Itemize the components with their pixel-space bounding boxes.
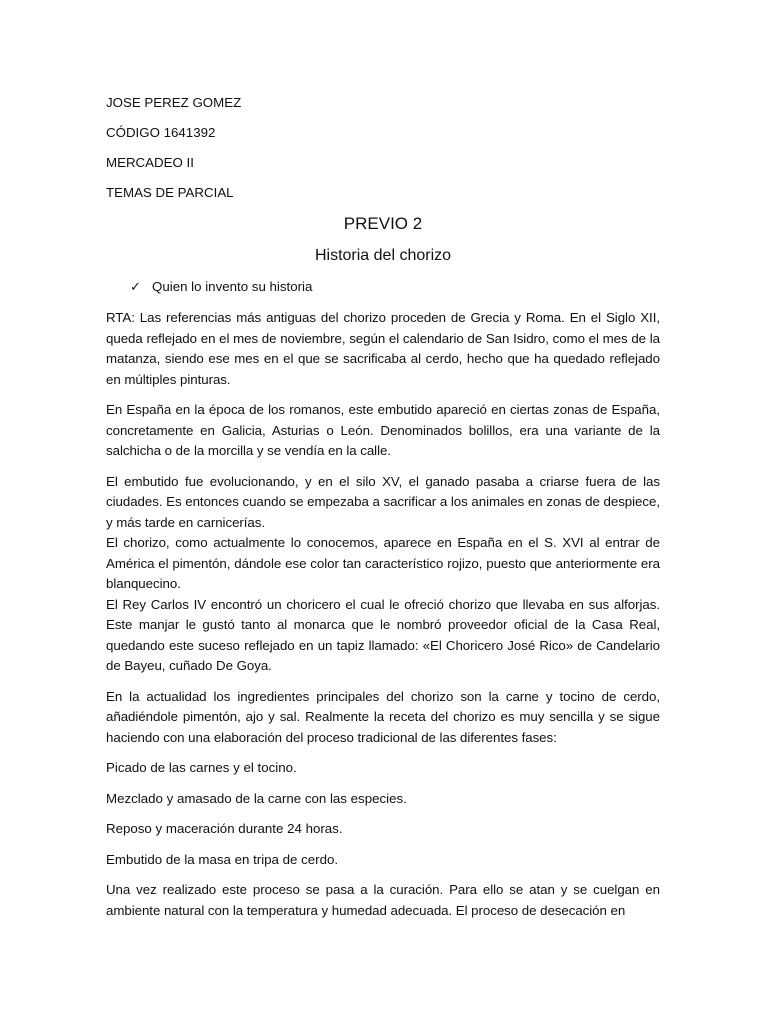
checklist-item (130, 277, 660, 298)
step-mincing: Picado de las carnes y el tocino. (106, 760, 297, 775)
step-resting: Reposo y maceración durante 24 horas. (106, 821, 343, 836)
student-code: CÓDIGO 1641392 (106, 125, 216, 140)
paragraph-ingredients: En la actualidad los ingredientes principales del chorizo son la carne y tocino de cerdo, añadiéndole pimentón, ajo y sal. Realmente la receta del chorizo es muy sencilla y se sigue haciendo con una elaboración del proceso tradicional de las diferentes fases: (106, 688, 660, 745)
checklist-item-label: Quien lo invento su historia (152, 279, 313, 294)
paragraph-king: El Rey Carlos IV encontró un choricero el cual le ofreció chorizo que llevaba en sus alforjas. Este manjar le gustó tanto al monarca que le nombró proveedor oficial de la Casa Real, quedando este suceso reflejado en un tapiz llamado: «El Choricero José Rico» de Candelario de Bayeu, cuñado De Goya. (106, 596, 660, 673)
course-name: MERCADEO II (106, 155, 194, 170)
checkmark-icon: ✓ (130, 280, 141, 295)
paragraph-origins: RTA: Las referencias más antiguas del chorizo proceden de Grecia y Roma. En el Siglo XII, queda reflejado en el mes de noviembre, según el calendario de San Isidro, como el mes de la matanza, siendo ese mes en el que se sacrificaba al cerdo, hecho que ha quedado reflejado en múltiples pinturas. (106, 310, 660, 387)
document-content (106, 93, 660, 931)
document-title: PREVIO 2 (343, 214, 423, 233)
exam-topic: TEMAS DE PARCIAL (106, 185, 234, 200)
document-subtitle: Historia del chorizo (314, 247, 452, 264)
student-name: JOSE PEREZ GOMEZ (106, 95, 242, 110)
paragraph-curing: Una vez realizado este proceso se pasa a la curación. Para ello se atan y se cuelgan en ambiente natural con la temperatura y humedad adecuada. El proceso de desecación en (106, 882, 660, 918)
paragraph-paprika: El chorizo, como actualmente lo conocemos, aparece en España en el S. XVI al entrar de América el pimentón, dándole ese color tan característico rojizo, puesto que anteriormente era blanquecino. (106, 535, 660, 591)
step-mixing: Mezclado y amasado de la carne con las especies. (106, 790, 407, 806)
step-stuffing: Embutido de la masa en tripa de cerdo. (106, 851, 339, 867)
paragraph-evolution: El embutido fue evolucionando, y en el silo XV, el ganado pasaba a criarse fuera de las ciudades. Es entonces cuando se empezaba a sacrificar a los animales en zonas de despiece, y más tarde en carnicerías. (106, 473, 660, 530)
paragraph-romans: En España en la época de los romanos, este embutido apareció en ciertas zonas de España, concretamente en Galicia, Asturias o León. Denominados bolillos, era una variante de la salchicha o de la morcilla y se vendía en la calle. (106, 402, 660, 458)
